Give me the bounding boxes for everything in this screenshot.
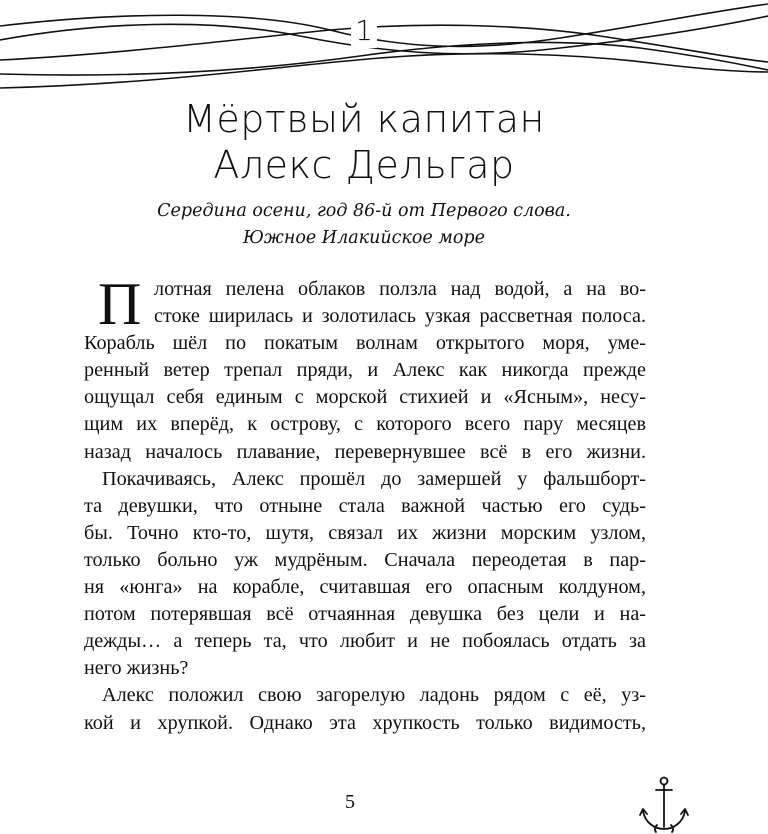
body-text xyxy=(84,271,646,737)
text-line: Алекс положил свою загорелую ладонь рядом с её, уз- xyxy=(102,684,646,707)
anchor-icon xyxy=(637,775,691,834)
text-line: назад началось плавание, перевернувшее всё в его жизни. xyxy=(84,440,646,463)
text-line: ренный ветер трепал пряди, и Алекс как никогда прежде xyxy=(84,359,646,382)
chapter-title xyxy=(0,96,728,188)
chapter-subtitle xyxy=(0,198,728,252)
chapter-number: 1 xyxy=(0,14,728,48)
text-line: дежды… а теперь та, что любит и не побоялась отдать за xyxy=(84,630,646,653)
text-line: него жизнь? xyxy=(84,657,189,680)
paragraph-1-opening xyxy=(84,271,646,337)
text-line: стоке ширилась и золотилась узкая рассветная полоса. xyxy=(154,305,646,328)
text-line: только больно уж мудрёным. Сначала переодетая в пар- xyxy=(84,548,646,571)
page-number: 5 xyxy=(345,791,355,813)
subtitle-line-2: Южное Илакийское море xyxy=(243,228,485,248)
subtitle-line-1: Середина осени, год 86-й от Первого слова. xyxy=(157,201,571,221)
drop-cap: П xyxy=(98,271,142,337)
text-line: Корабль шёл по покатым волнам открытого моря, уме- xyxy=(84,332,646,355)
text-line: ня «юнга» на корабле, считавшая его опасным колдуном, xyxy=(84,576,646,599)
text-line: кой и хрупкой. Однако эта хрупкость только видимость, xyxy=(84,711,646,734)
text-line: Покачиваясь, Алекс прошёл до замершей у фальшборт- xyxy=(102,467,646,490)
text-line: та девушки, что отныне стала важной частью его судь- xyxy=(84,494,646,517)
text-line: лотная пелена облаков ползла над водой, а на во- xyxy=(154,278,646,300)
text-line: ощущал себя единым с морской стихией и «Ясным», несу- xyxy=(84,386,646,409)
title-line-2: Алекс Дельгар xyxy=(213,143,515,187)
text-line: щим их вперёд, к острову, с которого всего пару месяцев xyxy=(84,413,646,436)
text-line: бы. Точно кто-то, шутя, связал их жизни морским узлом, xyxy=(84,521,646,544)
text-line: потом потерявшая всё отчаянная девушка без цели и на- xyxy=(84,603,646,626)
title-line-1: Мёртвый капитан xyxy=(183,97,545,141)
